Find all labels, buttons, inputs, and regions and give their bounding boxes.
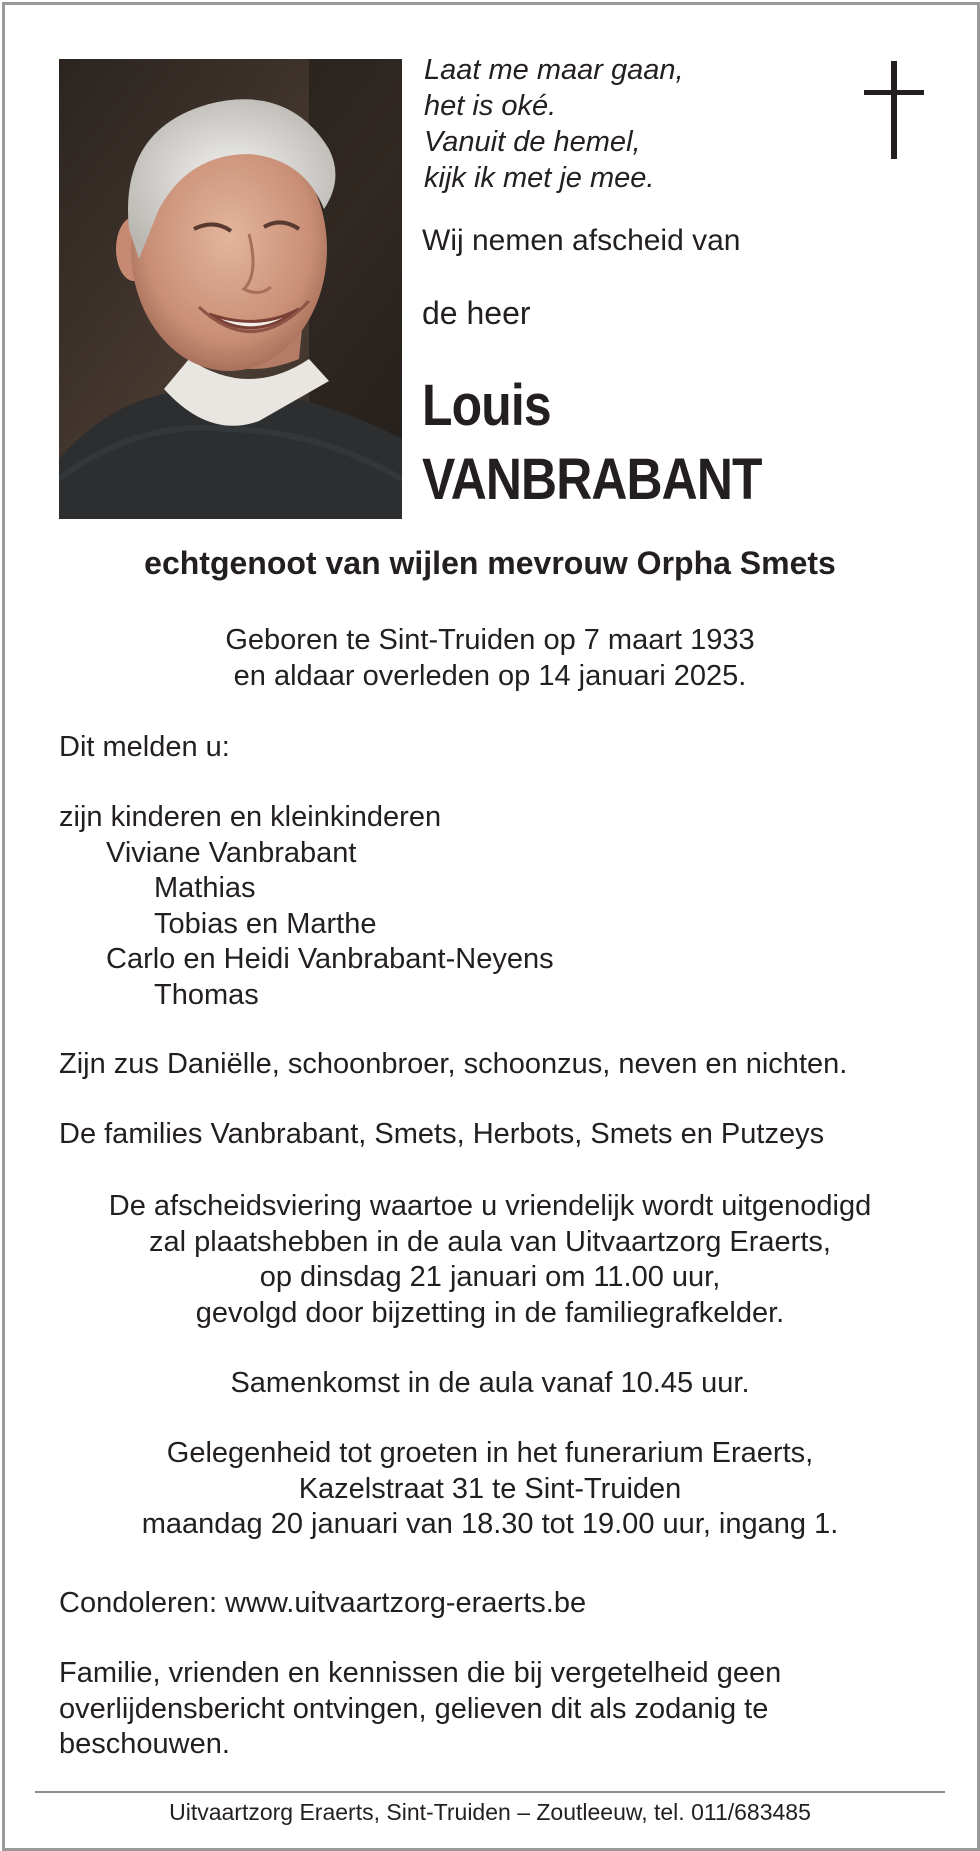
deceased-last-name: VANBRABANT	[422, 447, 762, 512]
family-child: Viviane Vanbrabant	[106, 836, 357, 869]
family-grandchild: Mathias	[154, 872, 256, 904]
cross-icon	[864, 61, 924, 159]
birth-death-info	[0, 622, 980, 694]
notice-line: Familie, vrienden en kennissen die bij vergetelheid geen	[59, 1657, 782, 1689]
family-grandchild: Tobias en Marthe	[154, 907, 377, 940]
ceremony-line: zal plaatshebben in de aula van Uitvaartzorg Eraerts,	[149, 1225, 831, 1258]
siblings-line: Zijn zus Daniëlle, schoonbroer, schoonzus, neven en nichten.	[59, 1048, 848, 1080]
deceased-first-name: Louis	[422, 373, 551, 438]
ceremony-line: gevolgd door bijzetting in de familiegrafkelder.	[195, 1296, 785, 1329]
footer-divider	[35, 1791, 945, 1793]
intro-text: Wij nemen afscheid van	[422, 224, 741, 257]
ceremony-line: op dinsdag 21 januari om 11.00 uur,	[259, 1261, 721, 1293]
announce-text: Dit melden u:	[59, 731, 230, 763]
visitation-info	[0, 1436, 980, 1543]
notice-text	[59, 1656, 781, 1763]
family-child: Carlo en Heidi Vanbrabant-Neyens	[106, 943, 554, 975]
notice-line: beschouwen.	[59, 1728, 230, 1760]
visitation-line: Gelegenheid tot groeten in het funerarium Eraerts,	[166, 1437, 814, 1469]
birth-line: Geboren te Sint-Truiden op 7 maart 1933	[225, 624, 755, 656]
visitation-line: Kazelstraat 31 te Sint-Truiden	[298, 1472, 682, 1505]
poem-line: kijk ik met je mee.	[424, 162, 655, 194]
death-line: en aldaar overleden op 14 januari 2025.	[233, 660, 747, 692]
gathering-line: Samenkomst in de aula vanaf 10.45 uur.	[230, 1367, 750, 1399]
ceremony-info	[0, 1189, 980, 1331]
ceremony-line: De afscheidsviering waartoe u vriendelijk wordt uitgenodigd	[108, 1190, 872, 1222]
family-list	[59, 800, 554, 1013]
footer-text: Uitvaartzorg Eraerts, Sint-Truiden – Zoutleeuw, tel. 011/683485	[169, 1799, 811, 1825]
poem-line: Laat me maar gaan,	[424, 54, 684, 86]
portrait-photo	[59, 59, 402, 519]
condolences-line: Condoleren: www.uitvaartzorg-eraerts.be	[59, 1587, 587, 1619]
family-heading: zijn kinderen en kleinkinderen	[59, 801, 442, 833]
poem-line: Vanuit de hemel,	[424, 126, 641, 158]
visitation-line: maandag 20 januari van 18.30 tot 19.00 uur, ingang 1.	[141, 1508, 839, 1540]
poem-line: het is oké.	[424, 90, 557, 122]
poem	[424, 52, 684, 196]
spouse-line: echtgenoot van wijlen mevrouw Orpha Smets	[144, 545, 836, 581]
families-line: De families Vanbrabant, Smets, Herbots, Smets en Putzeys	[59, 1118, 825, 1150]
honorific: de heer	[422, 295, 531, 331]
family-grandchild: Thomas	[154, 978, 259, 1011]
notice-line: overlijdensbericht ontvingen, gelieven dit als zodanig te	[59, 1692, 769, 1725]
